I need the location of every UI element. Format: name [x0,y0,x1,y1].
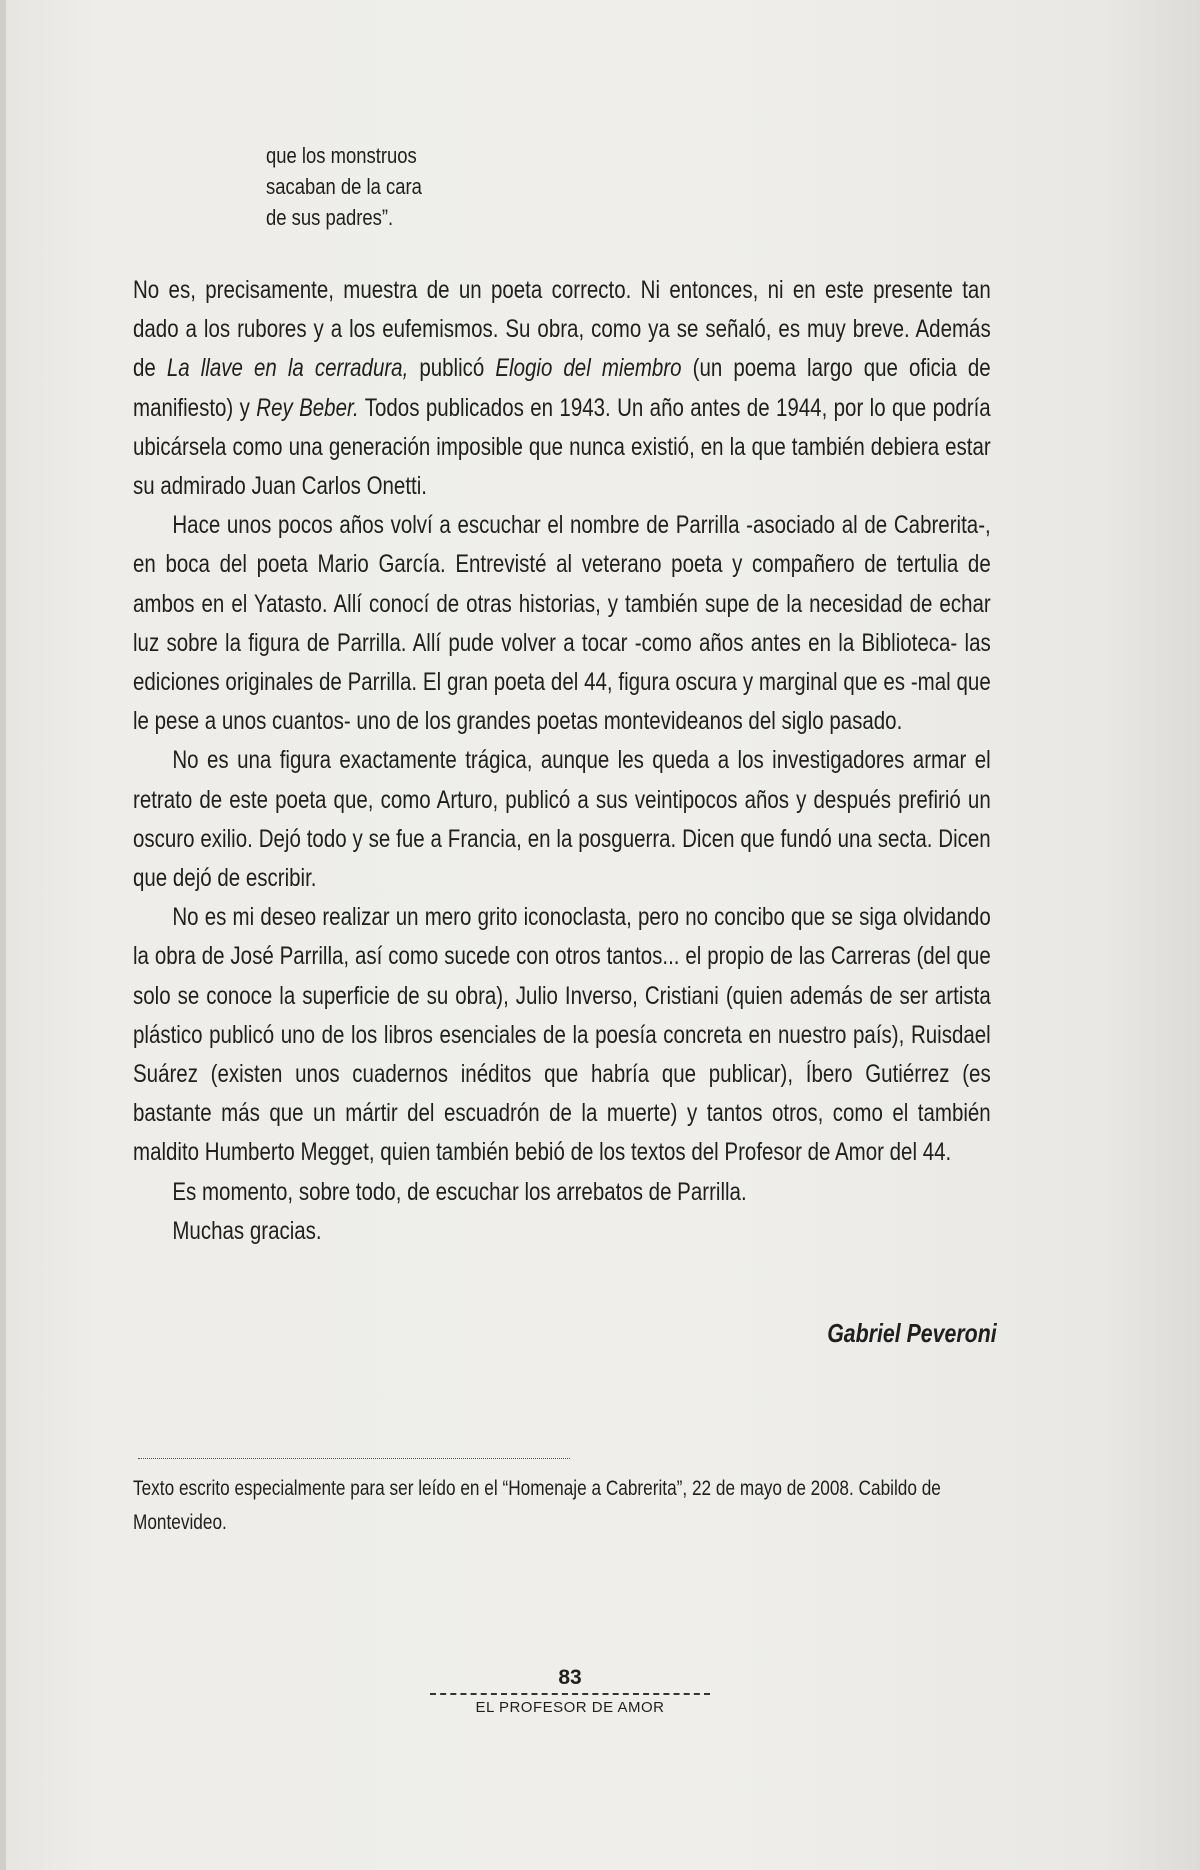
paragraph-5: Es momento, sobre todo, de escuchar los arrebatos de Parrilla. [172,1177,747,1206]
paragraph-2: Hace unos pocos años volví a escuchar el nombre de Parrilla -asociado al de Cabrerita-, en boca del poeta Mario García. Entrevisté al veterano poeta y compañero de tertulia de ambos en el Yatasto. Allí conocí de otras historias, y también supe de la necesidad de echar luz sobre la figura de Parrilla. Allí pude volver a tocar -como años antes en la Biblioteca- las ediciones originales de Parrilla. El gran poeta del 44, figura oscura y marginal que es -mal que le pese a unos cuantos- uno de los grandes poetas montevideanos del siglo pasado. [133,511,991,736]
page-number: 83 [558,1666,582,1689]
paragraph-4: No es mi deseo realizar un mero grito iconoclasta, pero no concibo que se siga olvidando la obra de José Parrilla, así como sucede con otros tantos... el propio de las Carreras (del que solo se conoce la superficie de su obra), Julio Inverso, Cristiani (quien además de ser artista plástico publicó uno de los libros esenciales de la poesía concreta en nuestro país), Ruisdael Suárez (existen unos cuadernos inéditos que habría que publicar), Íbero Gutiérrez (es bastante más que un mártir del escuadrón de la muerte) y tantos otros, como el también maldito Humberto Megget, quien también bebió de los textos del Profesor de Amor del 44. [133,903,991,1167]
verse-line: que los monstruos [266,143,417,168]
running-book-title: EL PROFESOR DE AMOR [475,1699,665,1716]
book-title-la-llave: La llave en la cerradura, [166,354,409,383]
verse-quote [266,140,594,233]
footnote: Texto escrito especialmente para ser leído en el “Homenaje a Cabrerita”, 22 de mayo de 2008. Cabildo de Montevideo. [133,1477,941,1534]
book-title-elogio: Elogio del miembro [495,354,682,383]
author-signature: Gabriel Peveroni [827,1318,997,1348]
verse-line: de sus padres”. [266,205,394,230]
footnote-divider [138,1458,570,1459]
body-text [133,271,991,1251]
verse-line: sacaban de la cara [266,174,422,199]
paragraph-3: No es una figura exactamente trágica, aunque les queda a los investigadores armar el retrato de este poeta que, como Arturo, publicó a sus veintipocos años y después prefirió un oscuro exilio. Dejó todo y se fue a Francia, en la posguerra. Dicen que fundó una secta. Dicen que dejó de escribir. [133,746,991,893]
book-title-rey-beber: Rey Beber. [256,393,359,422]
paragraph-1: No es, precisamente, muestra de un poeta correcto. Ni entonces, ni en este presente tan dado a los rubores y a los eufemismos. Su obra, como ya se señaló, es muy breve. Además de La llave en la cerradura, publicó Elogio del miembro (un poema largo que oficia de manifiesto) y Rey Beber. Todos publicados en 1943. Un año antes de 1944, por lo que podría ubicársela como una generación imposible que nunca existió, en la que también debiera estar su admirado Juan Carlos Onetti. [133,276,991,501]
folio-dashed-rule [430,1693,710,1695]
paragraph-6: Muchas gracias. [172,1216,322,1245]
page-folio [420,1665,720,1716]
